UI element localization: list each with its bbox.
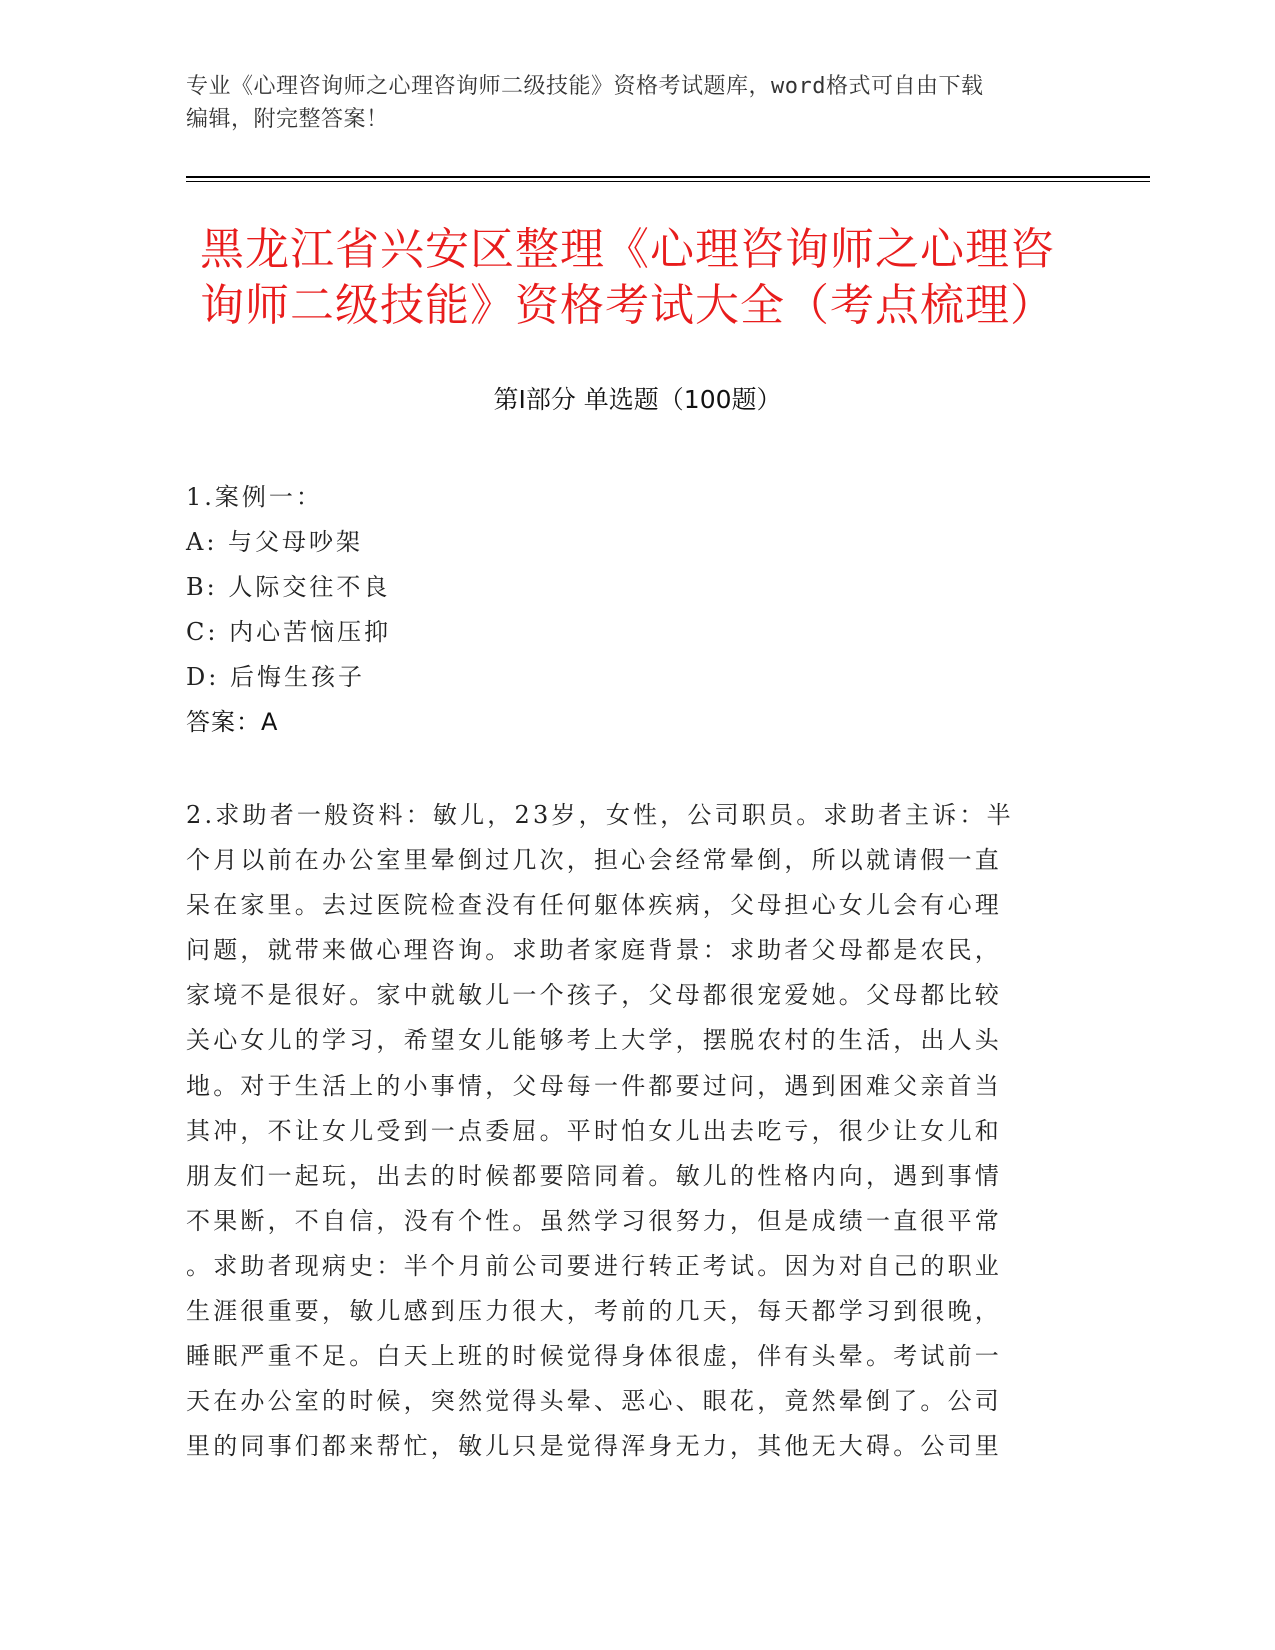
question-1-answer: 答案：A: [186, 708, 279, 736]
question-1-option-b: B: 人际交往不良: [186, 573, 391, 601]
question-2-line: 地。对于生活上的小事情，父母每一件都要过问，遇到困难父亲首当: [186, 1071, 1002, 1100]
question-1-option-c: C: 内心苦恼压抑: [186, 618, 392, 646]
header-divider-thin: [186, 181, 1150, 182]
question-2-line: 关心女儿的学习，希望女儿能够考上大学，摆脱农村的生活，出人头: [186, 1026, 1002, 1055]
header-note-line-1: 专业《心理咨询师之心理咨询师二级技能》资格考试题库，word格式可自由下载: [186, 74, 984, 99]
document-title-line-2: 询师二级技能》资格考试大全（考点梳理）: [200, 280, 1055, 331]
question-2-line: 里的同事们都来帮忙，敏儿只是觉得浑身无力，其他无大碍。公司里: [186, 1432, 1002, 1461]
section-heading: 第Ⅰ部分 单选题（100题）: [493, 385, 782, 414]
question-2-line: 家境不是很好。家中就敏儿一个孩子，父母都很宠爱她。父母都比较: [186, 981, 1002, 1010]
question-2-line: 睡眠严重不足。白天上班的时候觉得身体很虚，伴有头晕。考试前一: [186, 1342, 1002, 1371]
question-1-option-d: D: 后悔生孩子: [186, 663, 365, 691]
question-1: [186, 475, 1066, 745]
question-2: [186, 793, 1066, 1469]
header-note-line-2: 编辑，附完整答案！: [186, 107, 389, 132]
question-2-line: 呆在家里。去过医院检查没有任何躯体疾病，父母担心女儿会有心理: [186, 891, 1002, 920]
question-2-line: 个月以前在办公室里晕倒过几次，担心会经常晕倒，所以就请假一直: [186, 846, 1002, 875]
question-2-line: 问题，就带来做心理咨询。求助者家庭背景：求助者父母都是农民，: [186, 936, 1002, 965]
question-2-text: [186, 793, 1066, 1469]
question-2-line: 朋友们一起玩，出去的时候都要陪同着。敏儿的性格内向，遇到事情: [186, 1161, 1002, 1190]
header-divider-thick: [186, 176, 1150, 178]
question-2-line: 其冲，不让女儿受到一点委屈。平时怕女儿出去吃亏，很少让女儿和: [186, 1116, 1002, 1145]
question-2-line: 不果断，不自信，没有个性。虽然学习很努力，但是成绩一直很平常: [186, 1206, 1002, 1235]
document-title-line-1: 黑龙江省兴安区整理《心理咨询师之心理咨: [200, 224, 1055, 275]
question-2-line: 。求助者现病史：半个月前公司要进行转正考试。因为对自己的职业: [186, 1251, 1002, 1280]
document-title: [200, 222, 1100, 334]
question-2-line: 2.求助者一般资料：敏儿，23岁，女性，公司职员。求助者主诉：半: [186, 801, 1014, 829]
question-2-line: 天在办公室的时候，突然觉得头晕、恶心、眼花，竟然晕倒了。公司: [186, 1387, 1002, 1416]
question-1-option-a: A: 与父母吵架: [186, 528, 364, 556]
question-2-line: 生涯很重要，敏儿感到压力很大，考前的几天，每天都学习到很晚，: [186, 1297, 1002, 1326]
header-note: [186, 70, 1066, 136]
question-1-stem: 1.案例一：: [186, 483, 323, 511]
